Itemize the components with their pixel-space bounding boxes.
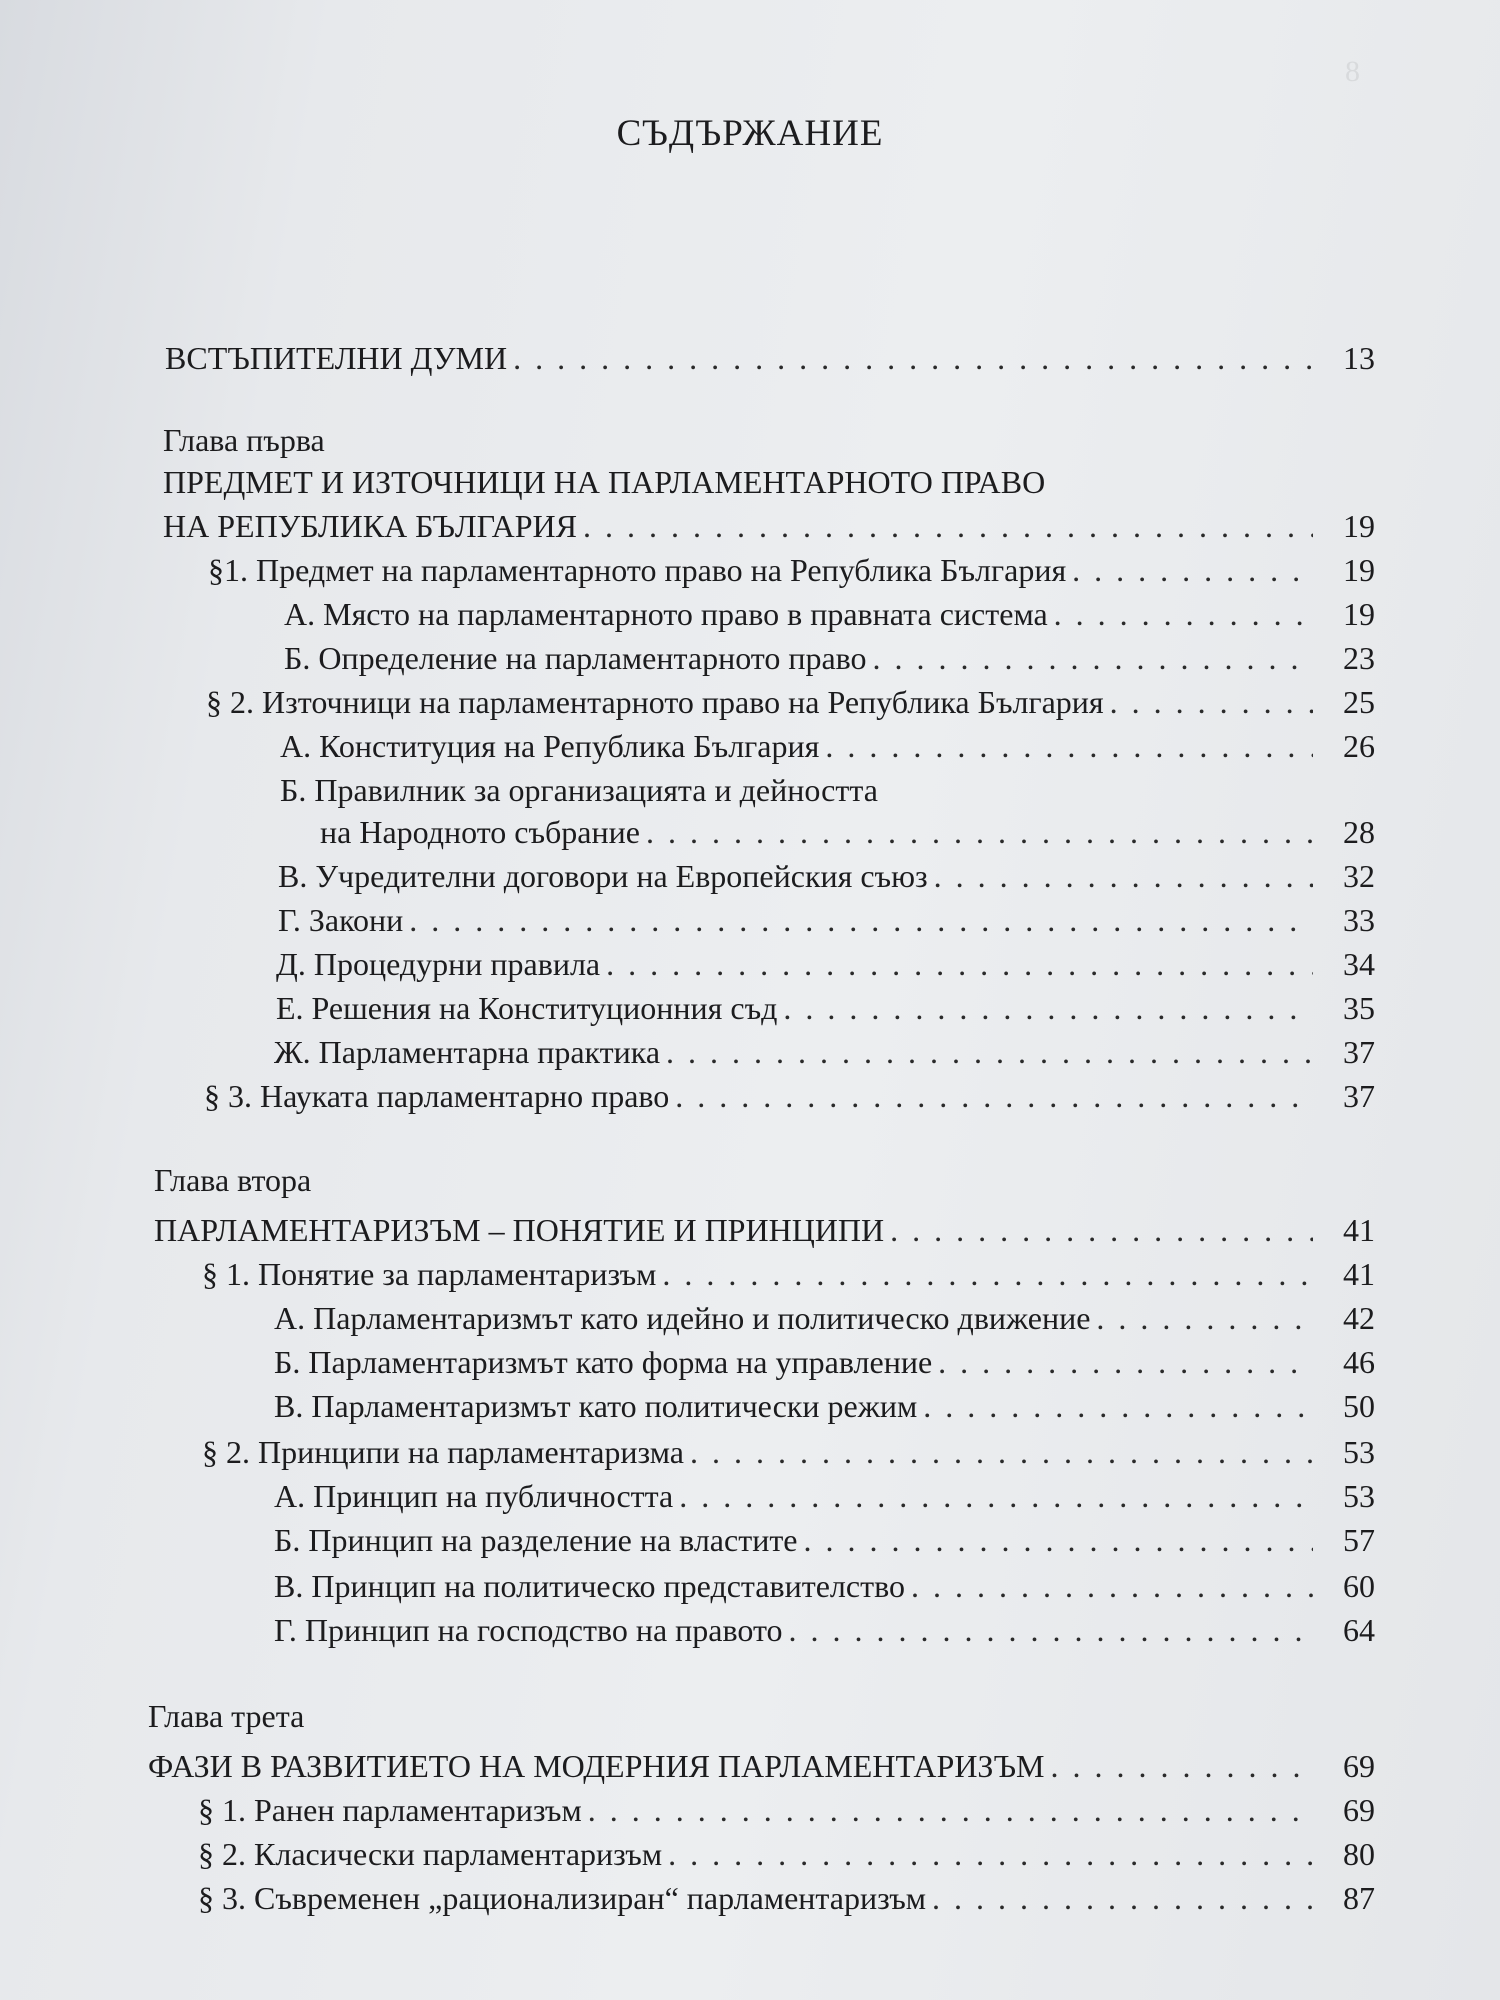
toc-entry-label: ФАЗИ В РАЗВИТИЕТО НА МОДЕРНИЯ ПАРЛАМЕНТАРИЗЪМ [148, 1748, 1045, 1784]
toc-entry [198, 1878, 1375, 1918]
toc-leader-dots [679, 1476, 1313, 1516]
toc-entry-page: 50 [1343, 1388, 1375, 1424]
toc-entry-page: 41 [1343, 1212, 1375, 1248]
toc-entry-label: Д. Процедурни правила [276, 946, 601, 982]
toc-leader-dots [1054, 594, 1313, 634]
toc-entry-page: 28 [1343, 814, 1375, 850]
toc-entry-label: Г. Закони [278, 902, 404, 938]
toc-entry [274, 1298, 1375, 1338]
toc-entry-page: 23 [1343, 640, 1375, 676]
toc-entry-label-line1: Б. Правилник за организацията и дейността [280, 772, 878, 808]
toc-leader-dots [606, 944, 1313, 984]
toc-entry [274, 1520, 1375, 1560]
toc-entry-label: Г. Принцип на господство на правото [274, 1612, 783, 1648]
toc-entry [202, 1254, 1375, 1294]
toc-entry-label: Е. Решения на Конституционния съд [276, 990, 778, 1026]
toc-entry [276, 988, 1375, 1028]
toc-leader-dots [662, 1254, 1313, 1294]
toc-entry [202, 1432, 1375, 1472]
toc-leader-dots [646, 812, 1313, 852]
toc-entry-label: §1. Предмет на парламентарното право на Република България [208, 552, 1067, 588]
toc-entry-page: 19 [1343, 552, 1375, 588]
toc-leader-dots [890, 1210, 1313, 1250]
toc-entry-page: 33 [1343, 902, 1375, 938]
toc-entry-page: 34 [1343, 946, 1375, 982]
toc-leader-dots [1096, 1298, 1313, 1338]
toc-entry-label: § 2. Принципи на парламентаризма [202, 1434, 684, 1470]
toc-entry [154, 1210, 1375, 1250]
toc-entry-page: 42 [1343, 1300, 1375, 1336]
toc-leader-dots [583, 506, 1313, 546]
toc-entry-label: § 1. Понятие за парламентаризъм [202, 1256, 657, 1292]
toc-entry-label: Ж. Парламентарна практика [274, 1034, 661, 1070]
toc-entry-page: 26 [1343, 728, 1375, 764]
toc-entry [198, 1790, 1375, 1830]
toc-entry-page: 60 [1343, 1568, 1375, 1604]
toc-entry-page: 13 [1343, 340, 1375, 376]
toc-entry-label: ПАРЛАМЕНТАРИЗЪМ – ПОНЯТИЕ И ПРИНЦИПИ [154, 1212, 885, 1248]
page-title: СЪДЪРЖАНИЕ [616, 113, 884, 154]
toc-entry-label: § 3. Съвременен „рационализиран“ парламентаризъм [198, 1880, 927, 1916]
toc-leader-dots [666, 1032, 1313, 1072]
bleed-through-page-number: 8 [1345, 55, 1360, 88]
toc-entry-page: 32 [1343, 858, 1375, 894]
toc-entry-intro [165, 338, 1375, 378]
toc-entry [163, 506, 1375, 546]
toc-entry-page: 25 [1343, 684, 1375, 720]
toc-entry-label: В. Парламентаризмът като политически режим [274, 1388, 918, 1424]
toc-entry [208, 550, 1375, 590]
toc-entry [320, 812, 1375, 852]
toc-leader-dots [911, 1566, 1313, 1606]
toc-leader-dots [690, 1432, 1313, 1472]
toc-entry [284, 594, 1375, 634]
toc-entry [284, 638, 1375, 678]
chapter-1-title-line1: ПРЕДМЕТ И ИЗТОЧНИЦИ НА ПАРЛАМЕНТАРНОТО ПРАВО [163, 464, 1046, 500]
toc-entry-label: А. Конституция на Република България [280, 728, 820, 764]
toc-entry-page: 53 [1343, 1478, 1375, 1514]
toc-entry-label: А. Място на парламентарното право в правната система [284, 596, 1048, 632]
chapter-3-label: Глава трета [148, 1698, 305, 1734]
toc-entry [148, 1746, 1375, 1786]
toc-entry-page: 41 [1343, 1256, 1375, 1292]
toc-entry-label: А. Парламентаризмът като идейно и политическо движение [274, 1300, 1091, 1336]
toc-entry [276, 944, 1375, 984]
toc-entry [274, 1342, 1375, 1382]
toc-entry-page: 35 [1343, 990, 1375, 1026]
toc-entry-page: 53 [1343, 1434, 1375, 1470]
toc-entry-label: Б. Определение на парламентарното право [284, 640, 867, 676]
toc-entry-label: В. Принцип на политическо представителство [274, 1568, 905, 1604]
toc-entry [278, 856, 1375, 896]
toc-entry-label: § 3. Науката парламентарно право [204, 1078, 670, 1114]
toc-entry [198, 1834, 1375, 1874]
chapter-2-label: Глава втора [154, 1162, 312, 1198]
toc-entry [278, 900, 1375, 940]
toc-entry-page: 19 [1343, 508, 1375, 544]
toc-entry-label: Б. Парламентаризмът като форма на управление [274, 1344, 933, 1380]
toc-entry-label: ВСТЪПИТЕЛНИ ДУМИ [165, 340, 508, 376]
toc-leader-dots [923, 1386, 1313, 1426]
toc-leader-dots [668, 1834, 1313, 1874]
toc-leader-dots [932, 1878, 1313, 1918]
toc-leader-dots [1072, 550, 1313, 590]
toc-entry-page: 37 [1343, 1034, 1375, 1070]
toc-entry-label: § 1. Ранен парламентаризъм [198, 1792, 582, 1828]
toc-leader-dots [789, 1610, 1313, 1650]
toc-leader-dots [513, 338, 1313, 378]
toc-entry-label: § 2. Източници на парламентарното право на Република България [206, 684, 1104, 720]
toc-entry [274, 1476, 1375, 1516]
toc-leader-dots [938, 1342, 1313, 1382]
toc-entry [274, 1032, 1375, 1072]
toc-entry-label: НА РЕПУБЛИКА БЪЛГАРИЯ [163, 508, 577, 544]
toc-entry-page: 69 [1343, 1792, 1375, 1828]
toc-entry-page: 80 [1343, 1836, 1375, 1872]
toc-entry [204, 1076, 1375, 1116]
toc-entry-page: 19 [1343, 596, 1375, 632]
toc-entry-label: § 2. Класически парламентаризъм [198, 1836, 663, 1872]
toc-leader-dots [1051, 1746, 1314, 1786]
toc-entry-page: 69 [1343, 1748, 1375, 1784]
toc-leader-dots [783, 988, 1313, 1028]
toc-entry-page: 64 [1343, 1612, 1375, 1648]
toc-entry [280, 726, 1375, 766]
toc-leader-dots [825, 726, 1313, 766]
toc-entry-label: на Народното събрание [320, 814, 640, 850]
toc-leader-dots [409, 900, 1313, 940]
toc-leader-dots [804, 1520, 1314, 1560]
toc-entry-label: Б. Принцип на разделение на властите [274, 1522, 798, 1558]
toc-leader-dots [934, 856, 1313, 896]
chapter-1-label: Глава първа [163, 422, 325, 458]
toc-entry [274, 1386, 1375, 1426]
toc-leader-dots [1110, 682, 1313, 722]
toc-entry-page: 37 [1343, 1078, 1375, 1114]
toc-entry [274, 1566, 1375, 1606]
toc-entry [274, 1610, 1375, 1650]
toc-entry-label: В. Учредителни договори на Европейския съюз [278, 858, 928, 894]
toc-leader-dots [588, 1790, 1313, 1830]
toc-entry-page: 57 [1343, 1522, 1375, 1558]
toc-entry-page: 46 [1343, 1344, 1375, 1380]
toc-entry-page: 87 [1343, 1880, 1375, 1916]
toc-leader-dots [873, 638, 1313, 678]
toc-entry [206, 682, 1375, 722]
toc-entry-label: А. Принцип на публичността [274, 1478, 674, 1514]
toc-leader-dots [675, 1076, 1313, 1116]
